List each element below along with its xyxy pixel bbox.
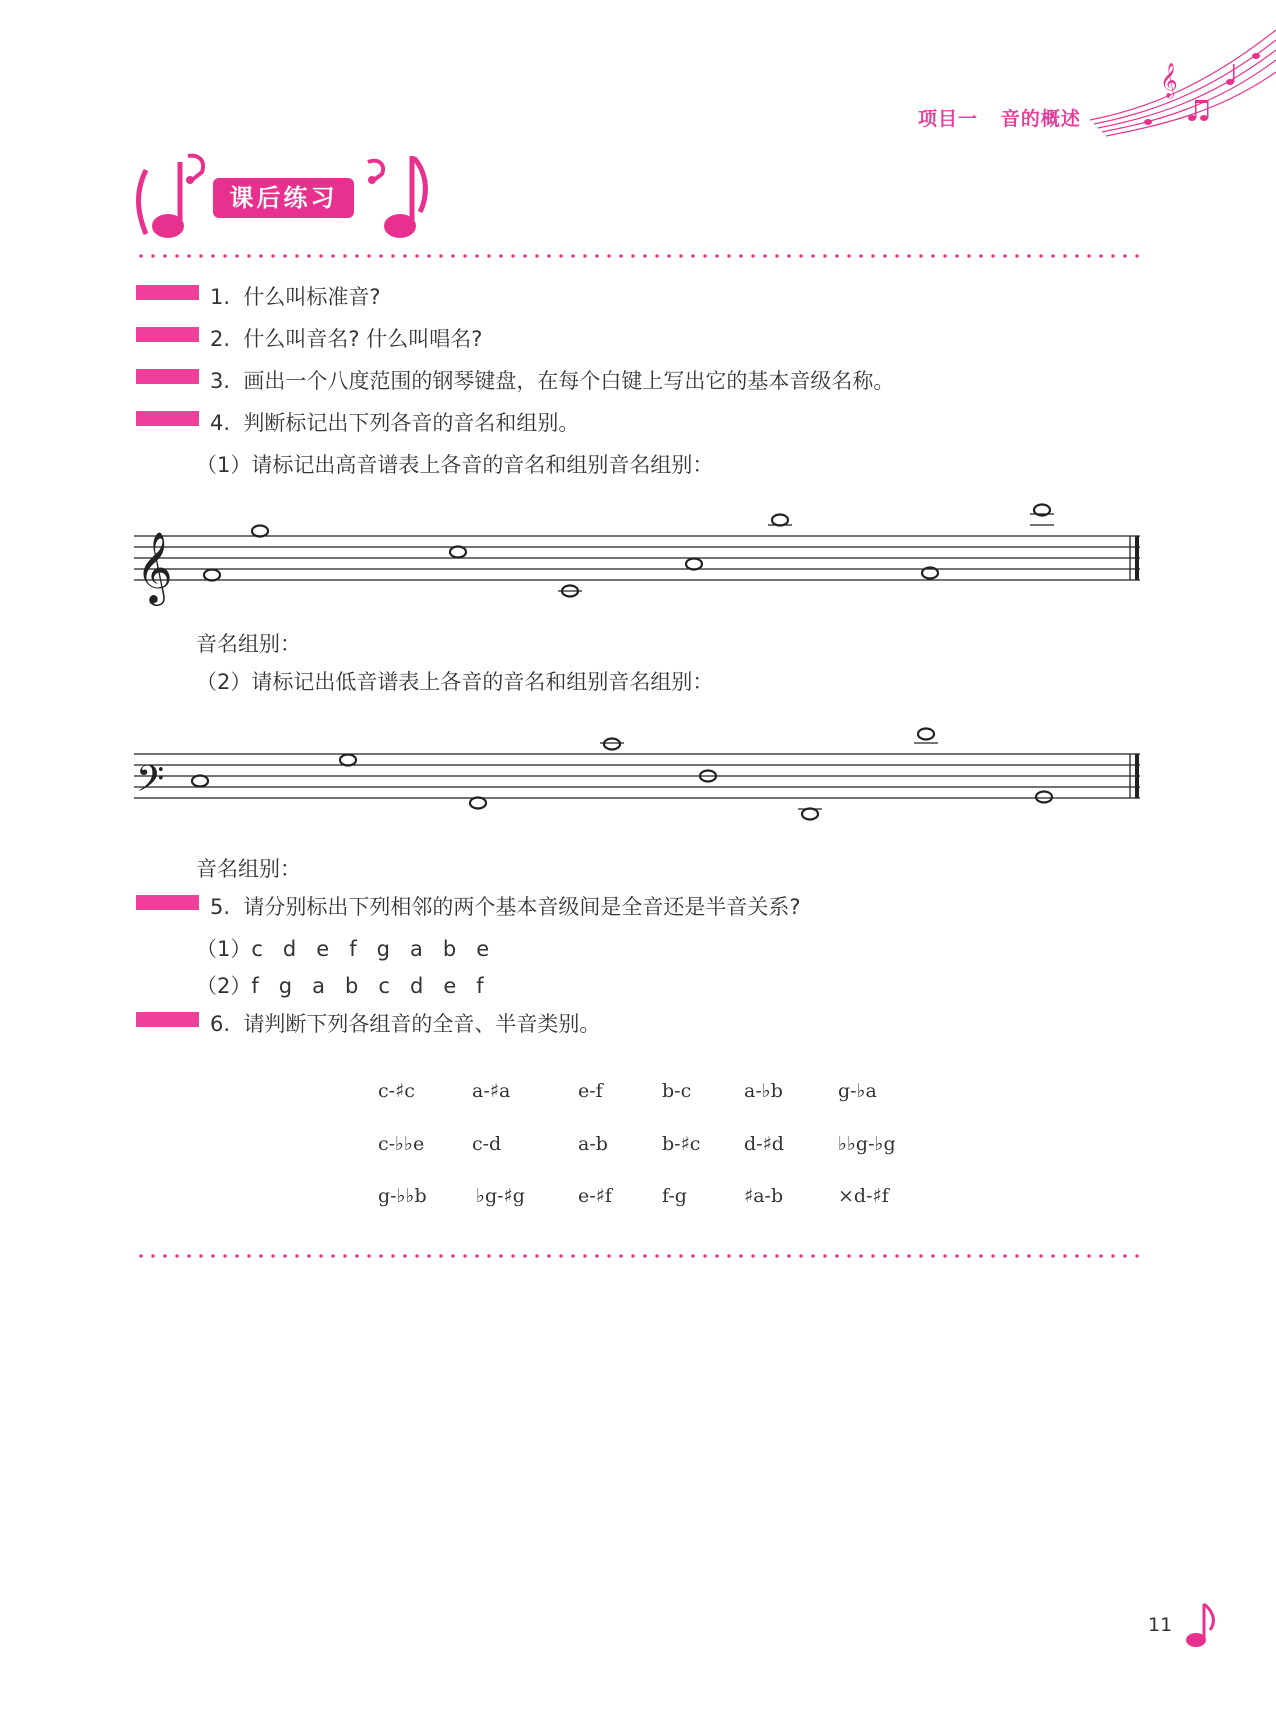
question-5: 5. 请分别标出下列相邻的两个基本音级间是全音还是半音关系? bbox=[210, 895, 801, 919]
pair-item: ×d-♯f bbox=[838, 1185, 889, 1207]
svg-text:𝄞: 𝄞 bbox=[1160, 63, 1178, 98]
q4-answer-label-2: 音名组别： bbox=[196, 857, 301, 881]
music-note-left-icon bbox=[132, 150, 212, 246]
pair-item: g-♭♭b bbox=[378, 1185, 427, 1207]
pair-item: a-♭b bbox=[744, 1080, 783, 1102]
question-marker bbox=[136, 895, 199, 910]
pair-item: ♯a-b bbox=[744, 1185, 784, 1207]
pair-item: c-♭♭e bbox=[378, 1133, 425, 1155]
treble-staff bbox=[134, 500, 1144, 610]
pair-item: e-♯f bbox=[578, 1185, 612, 1207]
dotted-divider-bottom bbox=[135, 1254, 1143, 1258]
pair-item: a-b bbox=[578, 1133, 608, 1155]
running-header bbox=[918, 104, 1081, 131]
pair-item: c-d bbox=[472, 1133, 502, 1155]
dotted-divider-top bbox=[135, 254, 1143, 258]
question-marker bbox=[136, 1012, 199, 1027]
pair-item: ♭g-♯g bbox=[476, 1185, 525, 1207]
question-4: 4. 判断标记出下列各音的音名和组别。 bbox=[210, 411, 580, 435]
question-2: 2. 什么叫音名? 什么叫唱名? bbox=[210, 327, 483, 351]
q4-part2-label: （2）请标记出低音谱表上各音的音名和组别音名组别： bbox=[196, 670, 714, 694]
q5-line-1: （1）c d e f g a b e bbox=[196, 937, 490, 961]
pair-item: g-♭a bbox=[838, 1080, 877, 1102]
q4-answer-label-1: 音名组别： bbox=[196, 632, 301, 656]
exercise-badge: 课后练习 bbox=[213, 178, 354, 218]
question-marker bbox=[136, 411, 199, 426]
pair-item: e-f bbox=[578, 1080, 603, 1102]
question-marker bbox=[136, 369, 199, 384]
pair-item: b-c bbox=[662, 1080, 692, 1102]
pair-item: ♭♭g-♭g bbox=[838, 1133, 896, 1155]
pair-item: d-♯d bbox=[744, 1133, 784, 1155]
question-6: 6. 请判断下列各组音的全音、半音类别。 bbox=[210, 1012, 601, 1036]
pair-item: a-♯a bbox=[472, 1080, 511, 1102]
page-number: 11 bbox=[1148, 1614, 1173, 1636]
bass-staff bbox=[134, 714, 1144, 824]
bass-clef-icon: 𝄢 bbox=[136, 758, 165, 809]
pair-item: b-♯c bbox=[662, 1133, 701, 1155]
pair-item: f-g bbox=[662, 1185, 687, 1207]
question-marker bbox=[136, 327, 199, 342]
music-note-footer-icon bbox=[1182, 1600, 1216, 1650]
question-marker bbox=[136, 285, 199, 300]
question-1: 1. 什么叫标准音? bbox=[210, 285, 381, 309]
q4-part1-label: （1）请标记出高音谱表上各音的音名和组别音名组别： bbox=[196, 453, 714, 477]
question-3: 3. 画出一个八度范围的钢琴键盘，在每个白键上写出它的基本音级名称。 bbox=[210, 369, 895, 393]
pair-item: c-♯c bbox=[378, 1080, 415, 1102]
header-chapter: 项目一 bbox=[918, 108, 979, 130]
q5-line-2: （2）f g a b c d e f bbox=[196, 974, 484, 998]
music-note-right-icon bbox=[362, 150, 432, 246]
music-swirl-decoration-icon bbox=[1080, 20, 1276, 140]
treble-clef-icon: 𝄞 bbox=[136, 530, 173, 603]
header-section: 音的概述 bbox=[1000, 108, 1081, 130]
